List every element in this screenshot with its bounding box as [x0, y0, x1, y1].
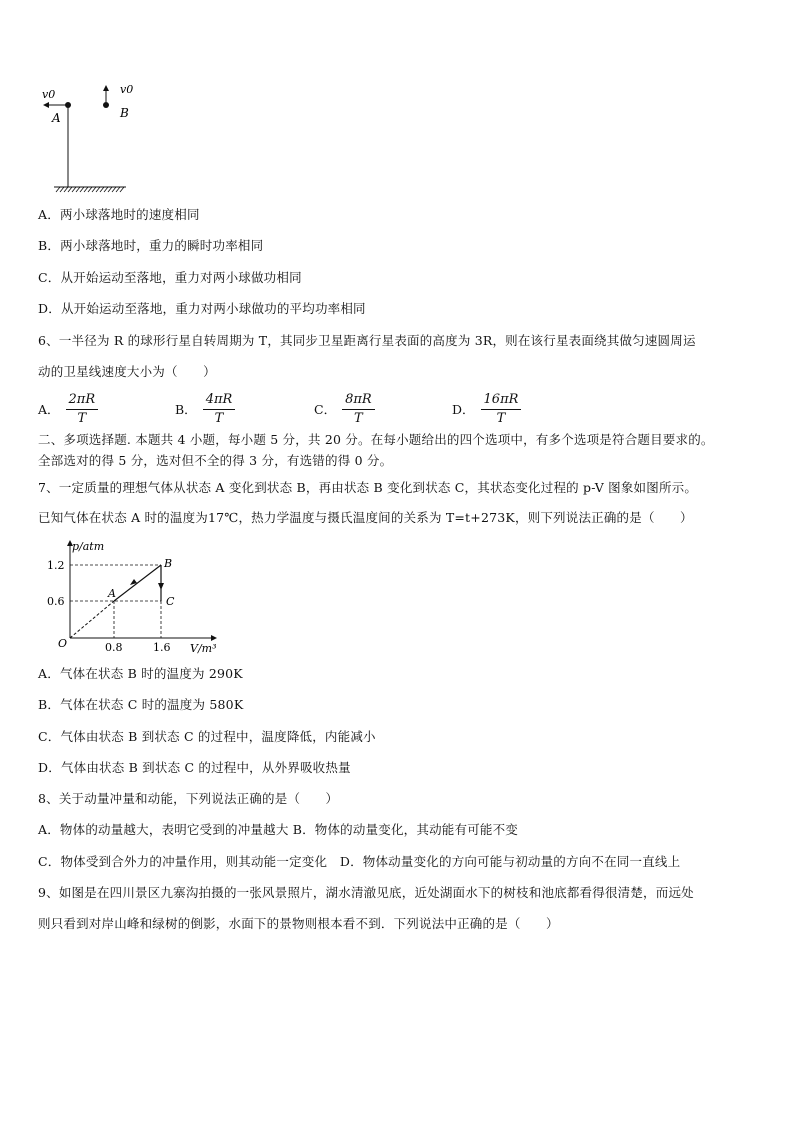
q8-stem: 8、关于动量冲量和动能，下列说法正确的是（ ） — [38, 791, 339, 806]
q7-option-c: C．气体由状态 B 到状态 C 的过程中，温度降低，内能减小 — [38, 729, 376, 744]
q7-stem-line2: 已知气体在状态 A 时的温度为17℃，热力学温度与摄氏温度间的关系为 T=t+273K，则下列说法正确的是（ ） — [38, 510, 693, 525]
two-balls-figure — [38, 80, 138, 200]
q7-option-d: D．气体由状态 B 到状态 C 的过程中，从外界吸收热量 — [38, 760, 351, 775]
ball-b — [103, 102, 109, 108]
q7-option-b: B．气体在状态 C 时的温度为 580K — [38, 697, 244, 712]
x-tick-08: 0.8 — [105, 641, 123, 654]
fraction: $\frac{4\pi R}{T}$ — [203, 392, 236, 427]
q6-stem-line1: 6、一半径为 R 的球形行星自转周期为 T，其同步卫星距离行星表面的高度为 3R，则在该行星表面绕其做匀速圆周运 — [38, 333, 696, 348]
q8-options-row1: A．物体的动量越大，表明它受到的冲量越大 B．物体的动量变化，其动能有可能不变 — [38, 822, 518, 837]
label-a: A — [52, 111, 61, 125]
q9-stem-line2: 则只看到对岸山峰和绿树的倒影，水面下的景物则根本看不到．下列说法中正确的是（ ） — [38, 916, 559, 931]
label-v0-left: v0 — [42, 88, 56, 101]
fraction: $\frac{2\pi R}{T}$ — [66, 392, 99, 427]
dashed-oa — [70, 601, 114, 638]
q7-stem-line1: 7、一定质量的理想气体从状态 A 变化到状态 B，再由状态 B 变化到状态 C，其状态变化过程的 p-V 图象如图所示。 — [38, 480, 698, 495]
x-tick-16: 1.6 — [153, 641, 171, 654]
pv-graph — [40, 535, 230, 660]
q9-stem-line1: 9、如图是在四川景区九寨沟拍摄的一张风景照片，湖水清澈见底，近处湖面水下的树枝和池底都看得很清楚，而远处 — [38, 885, 694, 900]
q6-option-b: B． $\frac{4\pi R}{T}$ — [175, 389, 235, 429]
q8-options-row2: C．物体受到合外力的冲量作用，则其动能一定变化 D．物体动量变化的方向可能与初动量的方向不在同一直线上 — [38, 854, 681, 869]
point-a-label: A — [108, 587, 116, 600]
q5-option-b: B．两小球落地时，重力的瞬时功率相同 — [38, 238, 264, 253]
origin-label: O — [58, 637, 68, 650]
y-tick-06: 0.6 — [47, 595, 65, 608]
q5-option-d: D．从开始运动至落地，重力对两小球做功的平均功率相同 — [38, 301, 366, 316]
fraction: $\frac{8\pi R}{T}$ — [342, 392, 375, 427]
y-tick-12: 1.2 — [47, 559, 65, 572]
arrow-bc — [158, 583, 164, 590]
point-c-label: C — [166, 595, 175, 608]
label-b: B — [120, 106, 129, 120]
q6-option-a: A． $\frac{2\pi R}{T}$ — [38, 389, 98, 429]
label-v0-right: v0 — [120, 83, 134, 96]
q5-option-c: C．从开始运动至落地，重力对两小球做功相同 — [38, 270, 302, 285]
q7-option-a: A．气体在状态 B 时的温度为 290K — [38, 666, 243, 681]
q6-options — [38, 389, 758, 429]
q6-option-c: C． $\frac{8\pi R}{T}$ — [314, 389, 375, 429]
fraction: $\frac{16\pi R}{T}$ — [481, 392, 522, 427]
section2-heading-line1: 二、多项选择题. 本题共 4 小题，每小题 5 分，共 20 分。在每小题给出的四个选项中，有多个选项是符合题目要求的。 — [38, 432, 714, 447]
section2-heading-line2: 全部选对的得 5 分，选对但不全的得 3 分，有选错的得 0 分。 — [38, 453, 393, 468]
point-b-label: B — [164, 557, 173, 570]
line-ab — [114, 565, 161, 601]
ground-hatch — [56, 187, 124, 192]
q5-option-a: A．两小球落地时的速度相同 — [38, 207, 200, 222]
p-axis-label: p/atm — [72, 540, 105, 553]
q6-stem-line2: 动的卫星线速度大小为（ ） — [38, 364, 216, 379]
q6-option-d: D． $\frac{16\pi R}{T}$ — [452, 389, 521, 429]
v-axis-label: V/m³ — [190, 642, 217, 655]
